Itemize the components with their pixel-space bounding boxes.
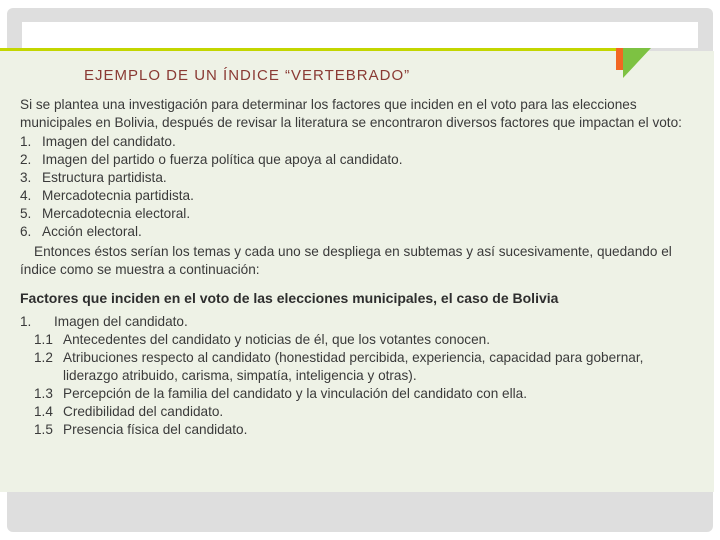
index-subitem-text: Credibilidad del candidato.: [63, 404, 224, 419]
list-item: [20, 223, 700, 241]
index-subitem-number: 1.2: [34, 350, 53, 365]
list-item: [20, 205, 700, 223]
list-item-number: 2.: [20, 152, 32, 167]
list-item-number: 6.: [20, 224, 32, 239]
index-subitem-number: 1.4: [34, 404, 53, 419]
index-subitem: [20, 385, 700, 403]
transition-paragraph: Entonces éstos serían los temas y cada uno se despliega en subtemas y así sucesivamente, quedando el índice como se muestra a continuación:: [20, 244, 672, 277]
list-item: [20, 133, 700, 151]
list-item-number: 3.: [20, 170, 32, 185]
accent-line: [0, 48, 616, 51]
index-subitem: [20, 403, 700, 421]
list-item-text: Acción electoral.: [42, 224, 142, 239]
list-item: [20, 151, 700, 169]
slide-body: [20, 96, 700, 439]
factors-list: [20, 133, 700, 241]
list-item-text: Imagen del partido o fuerza política que apoya al candidato.: [42, 152, 403, 167]
list-item: [20, 187, 700, 205]
list-item-number: 1.: [20, 134, 32, 149]
slide-title: EJEMPLO DE UN ÍNDICE “VERTEBRADO”: [84, 67, 411, 84]
list-item-text: Imagen del candidato.: [42, 134, 176, 149]
index-title: Factores que inciden en el voto de las elecciones municipales, el caso de Bolivia: [20, 290, 559, 306]
index-subitem-number: 1.3: [34, 386, 53, 401]
index-subitem: [20, 421, 700, 439]
list-item-number: 5.: [20, 206, 32, 221]
index-subitem-text: Percepción de la familia del candidato y la vinculación del candidato con ella.: [63, 386, 527, 401]
slide-header-area: [22, 22, 698, 48]
list-item-number: 4.: [20, 188, 32, 203]
index-subitem-number: 1.1: [34, 332, 53, 347]
index-subitem: [20, 349, 700, 385]
index-item-text: Imagen del candidato.: [54, 314, 188, 329]
list-item: [20, 169, 700, 187]
intro-paragraph: Si se plantea una investigación para determinar los factores que inciden en el voto para las elecciones municipales en Bolivia, después de revisar la literatura se encontraron diversos factores que impactan el voto:: [20, 97, 682, 130]
list-item-text: Mercadotecnia partidista.: [42, 188, 194, 203]
accent-orange-bar: [616, 48, 623, 70]
list-item-text: Mercadotecnia electoral.: [42, 206, 191, 221]
index-subitem-number: 1.5: [34, 422, 53, 437]
list-item-text: Estructura partidista.: [42, 170, 167, 185]
accent-green-triangle: [623, 48, 651, 78]
index-subitem-text: Atribuciones respecto al candidato (honestidad percibida, experiencia, capacidad para gobernar, liderazgo atribuido, carisma, simpatía, inteligencia y otras).: [63, 350, 644, 383]
index-outline: [20, 313, 700, 439]
index-item-number: 1.: [20, 314, 32, 329]
index-subitem-text: Presencia física del candidato.: [63, 422, 248, 437]
index-subitem: [20, 331, 700, 349]
index-item: [20, 313, 700, 331]
index-subitem-text: Antecedentes del candidato y noticias de él, que los votantes conocen.: [63, 332, 490, 347]
